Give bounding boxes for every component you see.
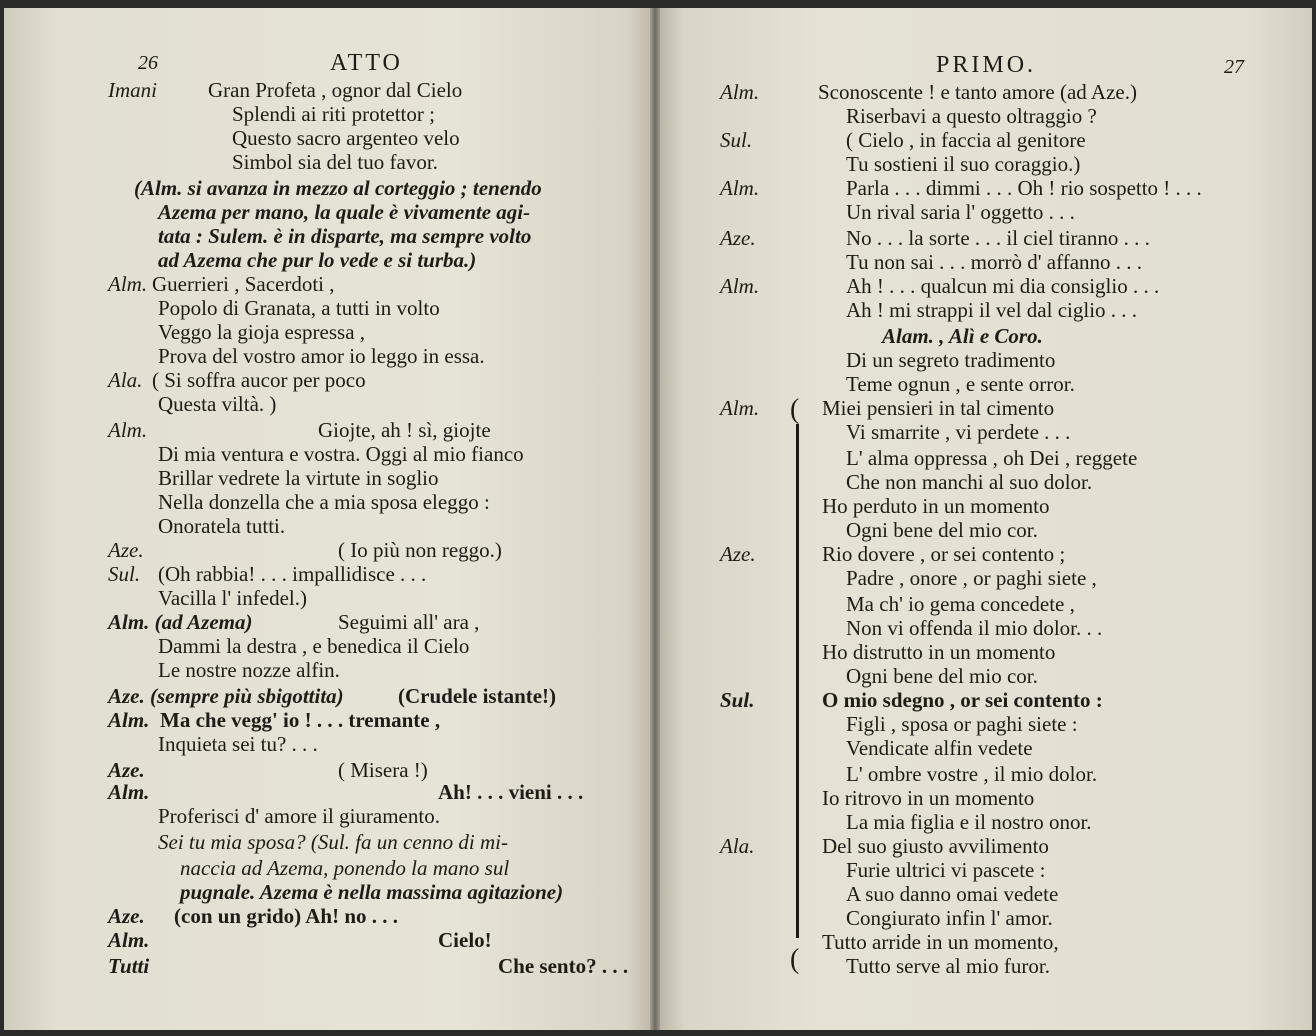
left-text-line-24-0: Le nostre nozze alfin. xyxy=(158,658,340,682)
left-text-line-26-0: Alm. xyxy=(108,708,150,732)
right-text-line-15-0: L' alma oppressa , oh Dei , reggete xyxy=(846,446,1138,470)
right-text-line-14-0: Vi smarrite , vi perdete . . . xyxy=(846,420,1071,444)
right-text-line-27-0: Vendicate alfin vedete xyxy=(846,736,1033,760)
left-text-line-14-0: Alm. xyxy=(108,418,148,442)
left-text-line-19-0: Aze. xyxy=(108,538,144,562)
right-text-line-5-0: Un rival saria l' oggetto . . . xyxy=(846,200,1075,224)
right-text-line-34-0: Congiurato infin l' amor. xyxy=(846,906,1053,930)
left-text-line-17-0: Nella donzella che a mia sposa eleggo : xyxy=(158,490,490,514)
right-text-line-0-0: Alm. xyxy=(720,80,760,104)
left-text-line-25-0: Aze. (sempre più sbigottita) xyxy=(108,684,344,708)
right-page-number: 27 xyxy=(1224,56,1244,78)
right-text-line-2-1: ( Cielo , in faccia al genitore xyxy=(846,128,1086,152)
left-text-line-22-0: Alm. (ad Azema) xyxy=(108,610,253,634)
right-text-line-7-0: Tu non sai . . . morrò d' affanno . . . xyxy=(846,250,1143,274)
left-text-line-36-0: Tutti xyxy=(108,954,150,978)
left-text-line-18-0: Onoratela tutti. xyxy=(158,514,286,538)
right-text-line-26-0: Figli , sposa or paghi siete : xyxy=(846,712,1078,736)
right-text-line-36-0: Tutto serve al mio furor. xyxy=(846,954,1050,978)
right-text-line-11-0: Di un segreto tradimento xyxy=(846,348,1056,372)
left-text-line-0-1: Gran Profeta , ognor dal Cielo xyxy=(208,78,463,102)
right-text-line-32-0: Furie ultrici vi pascete : xyxy=(846,858,1046,882)
left-text-line-8-1: Guerrieri , Sacerdoti , xyxy=(152,272,335,296)
right-text-line-6-1: No . . . la sorte . . . il ciel tiranno . . . xyxy=(846,226,1150,250)
right-text-line-16-0: Che non manchi al suo dolor. xyxy=(846,470,1093,494)
left-text-line-13-0: Questa viltà. ) xyxy=(158,392,277,416)
left-text-line-36-1: Che sento? . . . xyxy=(498,954,629,978)
brace-top: ( xyxy=(790,394,800,425)
left-text-line-0-0: Imani xyxy=(108,78,157,102)
right-text-line-23-0: Ho distrutto in un momento xyxy=(822,640,1056,664)
left-text-line-4-0: (Alm. si avanza in mezzo al corteggio ; tenendo xyxy=(134,176,542,200)
right-text-line-2-0: Sul. xyxy=(720,128,753,152)
right-text-line-31-0: Ala. xyxy=(720,834,755,858)
left-text-line-12-0: Ala. xyxy=(108,368,143,392)
left-text-line-23-0: Dammi la destra , e benedica il Cielo xyxy=(158,634,470,658)
right-text-line-19-1: Rio dovere , or sei contento ; xyxy=(822,542,1066,566)
right-text-line-24-0: Ogni bene del mio cor. xyxy=(846,664,1038,688)
right-text-line-19-0: Aze. xyxy=(720,542,756,566)
left-text-line-28-0: Aze. xyxy=(108,758,145,782)
left-text-line-29-1: Ah! . . . vieni . . . xyxy=(438,780,584,804)
left-text-line-5-0: Azema per mano, la quale è vivamente agi- xyxy=(158,200,531,224)
right-text-line-4-1: Parla . . . dimmi . . . Oh ! rio sospetto ! . . . xyxy=(846,176,1202,200)
brace-bottom: ( xyxy=(790,944,800,975)
left-text-line-16-0: Brillar vedrete la virtute in soglio xyxy=(158,466,439,490)
right-text-line-25-1: O mio sdegno , or sei contento : xyxy=(822,688,1103,712)
left-text-line-27-0: Inquieta sei tu? . . . xyxy=(158,732,318,756)
right-running-header: PRIMO. xyxy=(936,52,1037,78)
right-text-line-10-0: Alam. , Alì e Coro. xyxy=(882,324,1043,348)
right-text-line-17-0: Ho perduto in un momento xyxy=(822,494,1050,518)
left-page-number: 26 xyxy=(138,52,158,74)
right-text-line-9-0: Ah ! mi strappi il vel dal ciglio . . . xyxy=(846,298,1138,322)
left-text-line-31-0: Sei tu mia sposa? (Sul. fa un cenno di mi- xyxy=(158,830,508,854)
right-text-line-21-0: Ma ch' io gema concedete , xyxy=(846,592,1075,616)
right-text-line-8-1: Ah ! . . . qualcun mi dia consiglio . . . xyxy=(846,274,1160,298)
right-text-line-18-0: Ogni bene del mio cor. xyxy=(846,518,1038,542)
left-text-line-9-0: Popolo di Granata, a tutti in volto xyxy=(158,296,440,320)
left-text-line-33-0: pugnale. Azema è nella massima agitazione) xyxy=(180,880,564,904)
right-text-line-29-0: Io ritrovo in un momento xyxy=(822,786,1035,810)
right-text-line-12-0: Teme ognun , e sente orror. xyxy=(846,372,1075,396)
left-text-line-21-0: Vacilla l' infedel.) xyxy=(158,586,307,610)
right-text-line-20-0: Padre , onore , or paghi siete , xyxy=(846,566,1097,590)
right-text-line-1-0: Riserbavi a questo oltraggio ? xyxy=(846,104,1097,128)
left-running-header: ATTO xyxy=(330,50,403,76)
left-text-line-26-1: Ma che vegg' io ! . . . tremante , xyxy=(160,708,441,732)
left-text-line-29-0: Alm. xyxy=(108,780,150,804)
left-text-line-20-1: (Oh rabbia! . . . impallidisce . . . xyxy=(158,562,427,586)
left-text-line-28-1: ( Misera !) xyxy=(338,758,428,782)
left-text-line-15-0: Di mia ventura e vostra. Oggi al mio fianco xyxy=(158,442,524,466)
right-text-line-33-0: A suo danno omai vedete xyxy=(846,882,1059,906)
right-text-line-8-0: Alm. xyxy=(720,274,760,298)
left-text-line-1-0: Splendi ai riti protettor ; xyxy=(232,102,435,126)
right-text-line-22-0: Non vi offenda il mio dolor. . . xyxy=(846,616,1103,640)
left-text-line-25-1: (Crudele istante!) xyxy=(398,684,557,708)
right-text-line-28-0: L' ombre vostre , il mio dolor. xyxy=(846,762,1098,786)
right-text-line-3-0: Tu sostieni il suo coraggio.) xyxy=(846,152,1081,176)
right-text-line-0-1: Sconoscente ! e tanto amore (ad Aze.) xyxy=(818,80,1137,104)
left-text-line-10-0: Veggo la gioja espressa , xyxy=(158,320,366,344)
left-text-line-11-0: Prova del vostro amor io leggo in essa. xyxy=(158,344,485,368)
left-text-line-34-0: Aze. xyxy=(108,904,145,928)
right-text-line-31-1: Del suo giusto avvilimento xyxy=(822,834,1049,858)
left-text-line-30-0: Proferisci d' amore il giuramento. xyxy=(158,804,440,828)
left-text-line-19-1: ( Io più non reggo.) xyxy=(338,538,502,562)
left-text-line-14-1: Giojte, ah ! sì, giojte xyxy=(318,418,491,442)
right-text-line-35-0: Tutto arride in un momento, xyxy=(822,930,1059,954)
right-text-line-30-0: La mia figlia e il nostro onor. xyxy=(846,810,1092,834)
left-text-line-35-0: Alm. xyxy=(108,928,150,952)
ensemble-brace xyxy=(796,424,799,938)
left-text-line-3-0: Simbol sia del tuo favor. xyxy=(232,150,438,174)
left-text-line-22-1: Seguimi all' ara , xyxy=(338,610,480,634)
left-text-line-6-0: tata : Sulem. è in disparte, ma sempre volto xyxy=(158,224,532,248)
left-text-line-35-1: Cielo! xyxy=(438,928,492,952)
right-text-line-6-0: Aze. xyxy=(720,226,756,250)
right-text-line-4-0: Alm. xyxy=(720,176,760,200)
book-gutter xyxy=(650,8,660,1030)
right-text-line-25-0: Sul. xyxy=(720,688,755,712)
left-text-line-12-1: ( Si soffra aucor per poco xyxy=(152,368,366,392)
left-text-line-2-0: Questo sacro argenteo velo xyxy=(232,126,460,150)
left-text-line-32-0: naccia ad Azema, ponendo la mano sul xyxy=(180,856,510,880)
right-text-line-13-0: Alm. xyxy=(720,396,760,420)
left-text-line-20-0: Sul. xyxy=(108,562,141,586)
left-text-line-8-0: Alm. xyxy=(108,272,148,296)
left-text-line-7-0: ad Azema che pur lo vede e si turba.) xyxy=(158,248,477,272)
left-text-line-34-1: (con un grido) Ah! no . . . xyxy=(174,904,399,928)
right-text-line-13-1: Miei pensieri in tal cimento xyxy=(822,396,1055,420)
